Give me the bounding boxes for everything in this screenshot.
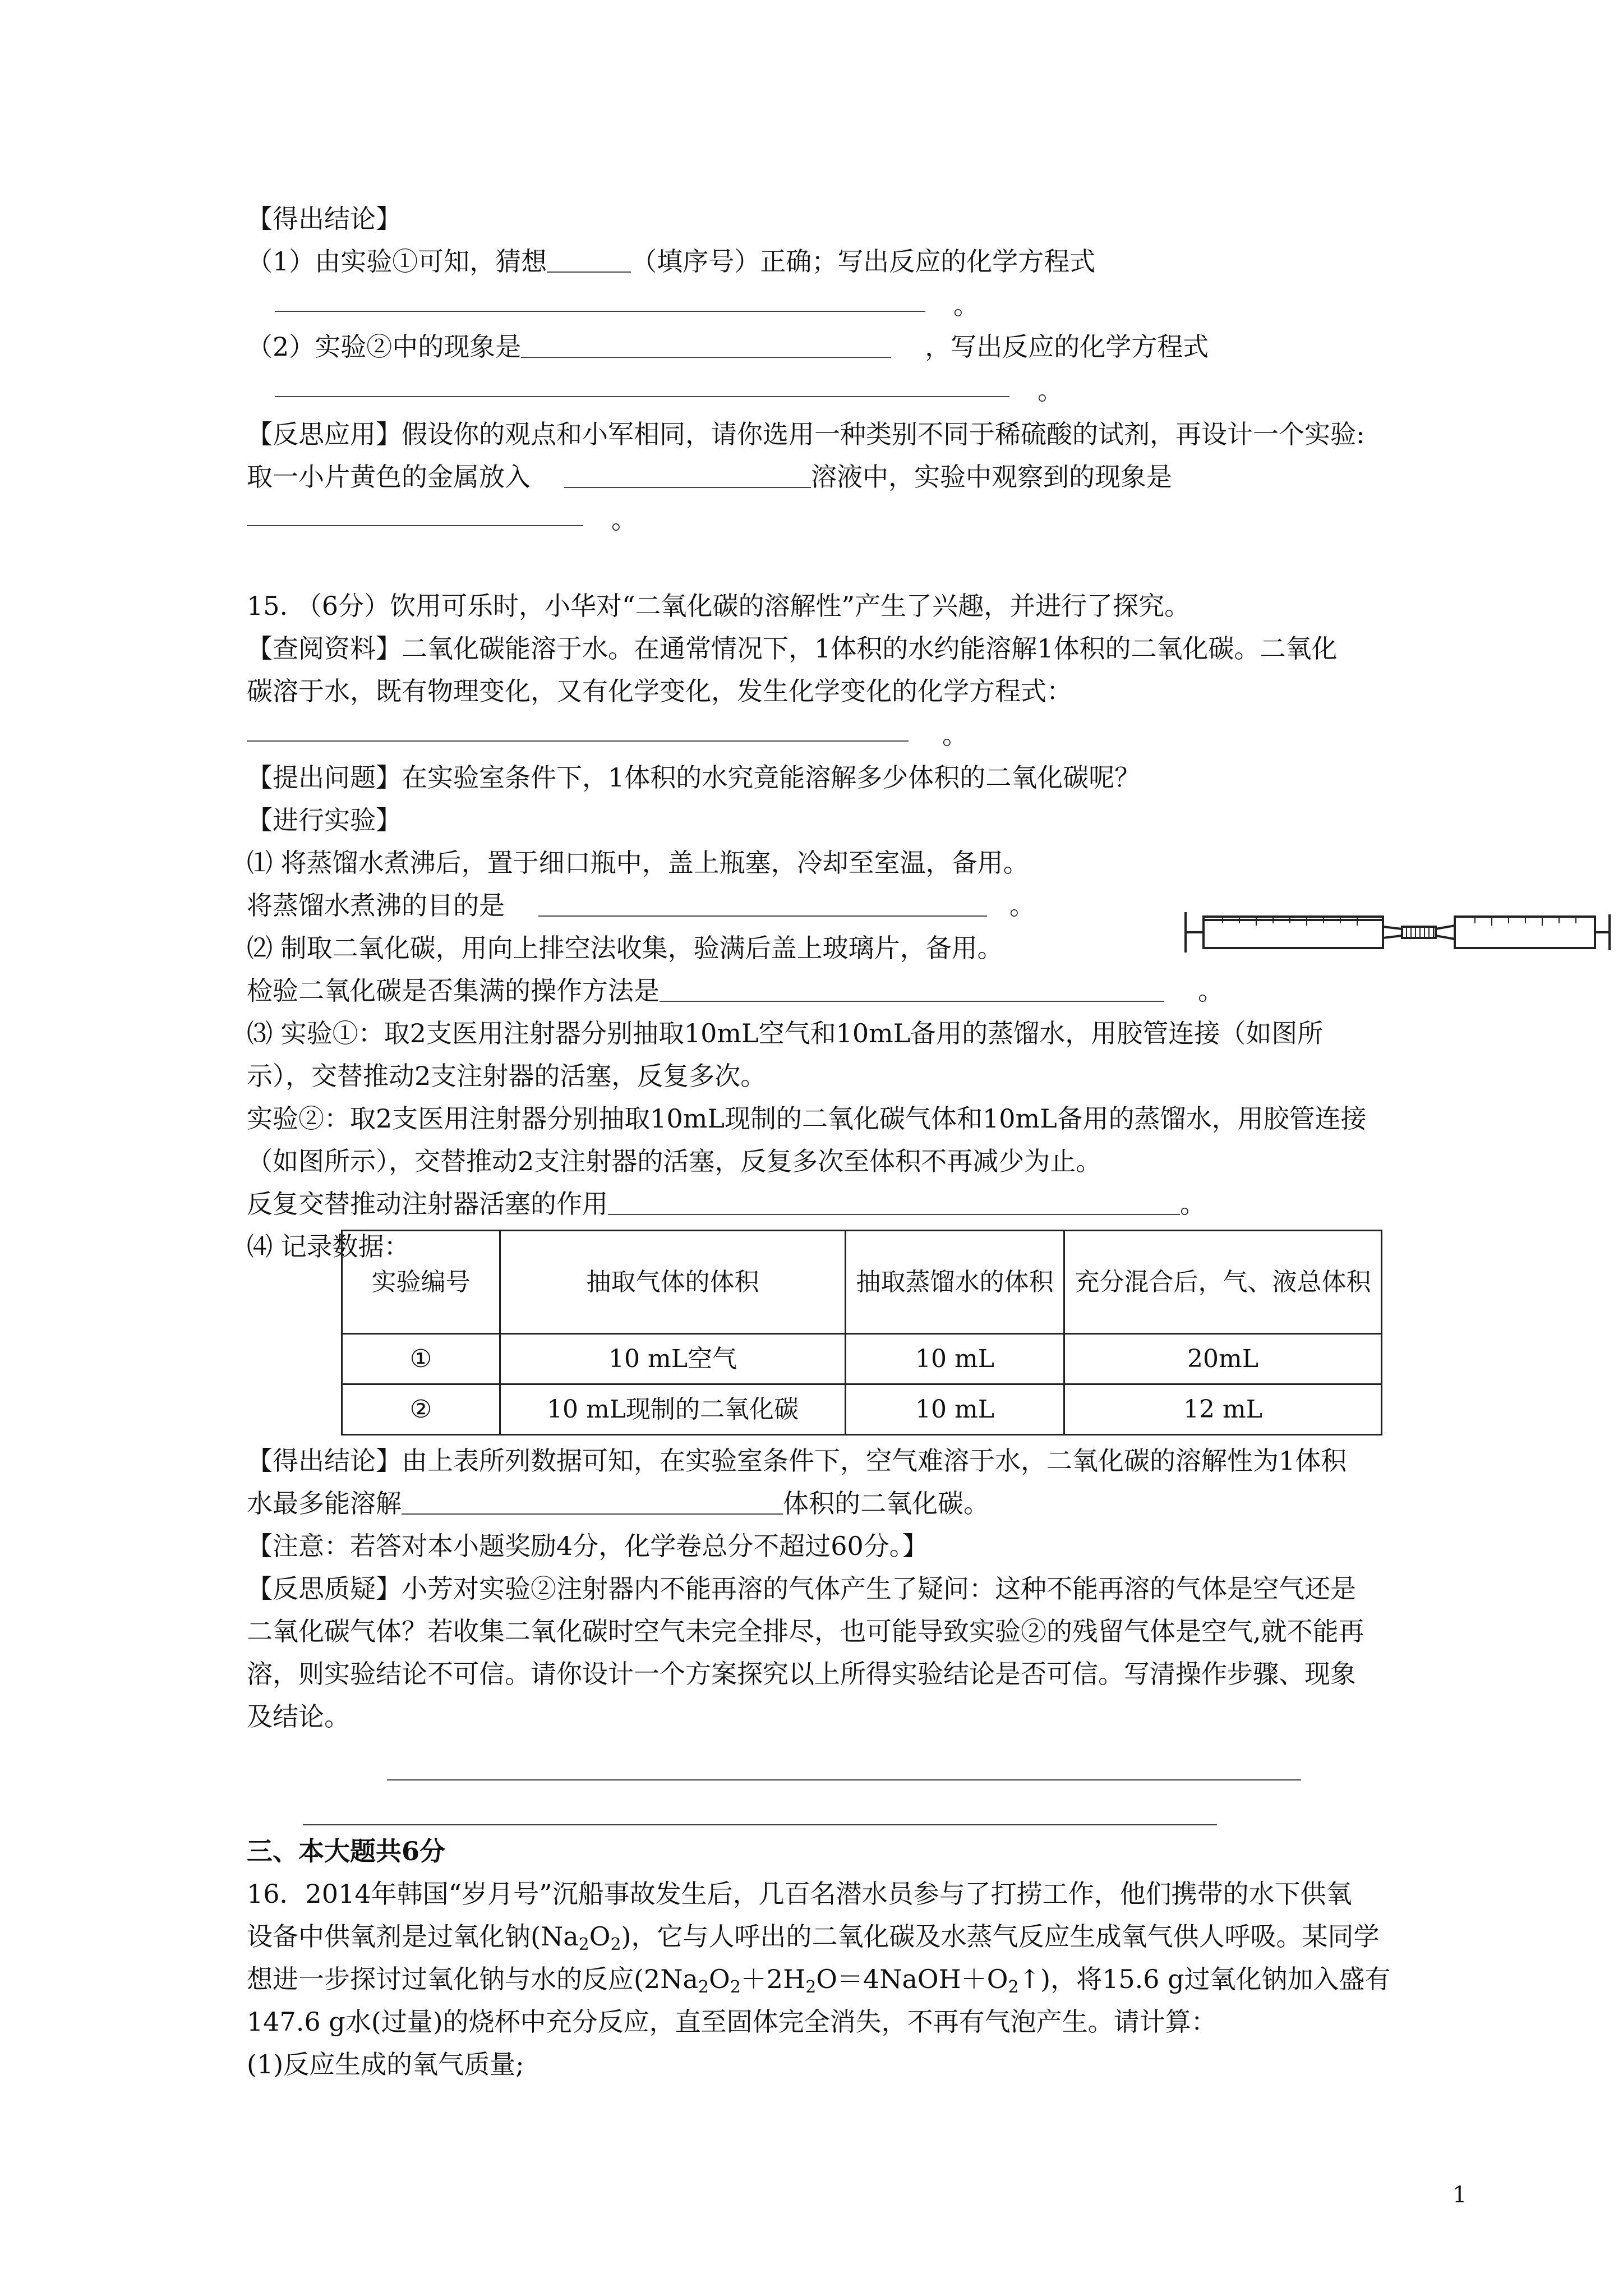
table-row <box>342 1334 1382 1384</box>
q15-note: 【注意：若答对本小题奖励4分，化学卷总分不超过60分。】 <box>247 1531 928 1561</box>
q15-step4: ⑷ 记录数据： <box>247 1231 410 1262</box>
q16-line2: 设备中供氧剂是过氧化钠$(Na_2O_2)$，它与人呼出的二氧化碳及水蒸气反应生成氧气供人呼吸。某同学 <box>247 1921 1380 1954</box>
answer-line[interactable] <box>275 311 925 312</box>
q15-exp-heading: 【进行实验】 <box>247 805 402 835</box>
data-table <box>341 1230 1382 1435</box>
q15-step2: ⑵ 制取二氧化碳，用向上排空法收集，验满后盖上玻璃片，备用。 <box>247 933 1003 963</box>
table-cell: 10 mL <box>846 1384 1064 1435</box>
q16-line5: (1)反应生成的氧气质量; <box>247 2049 524 2079</box>
conclusion-q1: （1）由实验①可知，猜想 （填序号）正确；写出反应的化学方程式 <box>247 246 1096 277</box>
table-header-row <box>342 1231 1382 1334</box>
answer-blank[interactable] <box>402 1491 783 1515</box>
q15-step3b: 示），交替推动2支注射器的活塞，反复多次。 <box>247 1061 767 1091</box>
syringe-illustration <box>1183 901 1623 963</box>
q15-step3c: 实验②：取2支医用注射器分别抽取10mL现制的二氧化碳气体和10mL备用的蒸馏水，用胶管连接 <box>247 1103 1367 1134</box>
q15-info2: 碳溶于水，既有物理变化，又有化学变化，发生化学变化的化学方程式： <box>247 676 1072 706</box>
period: 。 <box>611 504 637 535</box>
table-header: 充分混合后，气、液总体积 <box>1064 1231 1382 1334</box>
table-header: 抽取蒸馏水的体积 <box>846 1231 1064 1334</box>
section3-heading: 三、本大题共6分 <box>247 1836 446 1866</box>
q15-doubt4: 及结论。 <box>247 1701 350 1732</box>
conclusion-heading: 【得出结论】 <box>247 204 402 234</box>
period: 。 <box>1038 375 1063 406</box>
q15-step1b: 将蒸馏水煮沸的目的是 。 <box>247 890 1035 921</box>
reflect-line2: 取一小片黄色的金属放入 溶液中，实验中观察到的现象是 <box>247 462 1172 492</box>
table-header: 实验编号 <box>342 1231 500 1334</box>
table-row <box>342 1384 1382 1435</box>
table-cell: 12 mL <box>1064 1384 1382 1435</box>
table-cell: ① <box>342 1334 500 1384</box>
answer-blank[interactable] <box>521 334 891 358</box>
page-number: 1 <box>1453 2182 1467 2208</box>
q15-title: 15. （6分）饮用可乐时，小华对“二氧化碳的溶解性”产生了兴趣，并进行了探究。 <box>247 591 1191 621</box>
q15-conclusion2: 水最多能溶解 体积的二氧化碳。 <box>247 1488 989 1519</box>
table-cell: ② <box>342 1384 500 1435</box>
q15-step3d: （如图所示），交替推动2支注射器的活塞，反复多次至体积不再减少为止。 <box>247 1146 1102 1176</box>
table-cell: 10 mL <box>846 1334 1064 1384</box>
answer-line[interactable] <box>303 1824 1217 1825</box>
q16-line1: 16．2014年韩国“岁月号”沉船事故发生后，几百名潜水员参与了打捞工作，他们携带的水下供氧 <box>247 1879 1352 1909</box>
q15-step2b: 检验二氧化碳是否集满的操作方法是 。 <box>247 976 1224 1006</box>
reflect-line1: 【反思应用】假设你的观点和小军相同，请你选用一种类别不同于稀硫酸的试剂，再设计一个实验: <box>247 419 1365 449</box>
period: 。 <box>953 290 979 320</box>
answer-line[interactable] <box>247 740 909 742</box>
q15-doubt2: 二氧化碳气体？若收集二氧化碳时空气未完全排尽，也可能导致实验②的残留气体是空气,就不能再 <box>247 1616 1364 1646</box>
q15-doubt1: 【反思质疑】小芳对实验②注射器内不能再溶的气体产生了疑问：这种不能再溶的气体是空气还是 <box>247 1573 1356 1604</box>
table-cell: 20mL <box>1064 1334 1382 1384</box>
q16-line3: 想进一步探讨过氧化钠与水的反应$(2Na_2O_2+2H_2O=4NaOH+O_2↑)$，将15.6 g过氧化钠加入盛有 <box>247 1964 1391 1997</box>
q16-line4: 147.6 g水(过量)的烧杯中充分反应，直至固体完全消失，不再有气泡产生。请计算： <box>247 2007 1217 2037</box>
table-cell: 10 mL现制的二氧化碳 <box>500 1384 846 1435</box>
answer-line[interactable] <box>275 396 1009 397</box>
answer-blank[interactable] <box>538 893 987 917</box>
q15-info1: 【查阅资料】二氧化碳能溶于水。在通常情况下，1体积的水约能溶解1体积的二氧化碳。二氧化 <box>247 633 1338 664</box>
table-cell: 10 mL空气 <box>500 1334 846 1384</box>
answer-blank[interactable] <box>660 978 1164 1002</box>
q15-conclusion1: 【得出结论】由上表所列数据可知，在实验室条件下，空气难溶于水，二氧化碳的溶解性为1体积 <box>247 1446 1347 1476</box>
conclusion-q2: （2）实验②中的现象是 ，写出反应的化学方程式 <box>247 332 1209 362</box>
period: 。 <box>942 720 968 750</box>
answer-blank[interactable] <box>608 1191 1180 1215</box>
q15-step3a: ⑶ 实验①：取2支医用注射器分别抽取10mL空气和10mL备用的蒸馏水，用胶管连接（如图所 <box>247 1018 1324 1048</box>
q15-step1: ⑴ 将蒸馏水煮沸后，置于细口瓶中，盖上瓶塞，冷却至室温，备用。 <box>247 848 1029 878</box>
answer-line[interactable] <box>247 525 583 526</box>
answer-line[interactable] <box>387 1779 1301 1780</box>
table-header: 抽取气体的体积 <box>500 1231 846 1334</box>
q15-step3e: 反复交替推动注射器活塞的作用 。 <box>247 1189 1206 1219</box>
q15-question: 【提出问题】在实验室条件下，1体积的水究竟能溶解多少体积的二氧化碳呢？ <box>247 762 1141 793</box>
q15-doubt3: 溶，则实验结论不可信。请你设计一个方案探究以上所得实验结论是否可信。写清操作步骤、现象 <box>247 1659 1356 1689</box>
answer-blank[interactable] <box>547 249 631 273</box>
answer-blank[interactable] <box>564 464 811 488</box>
